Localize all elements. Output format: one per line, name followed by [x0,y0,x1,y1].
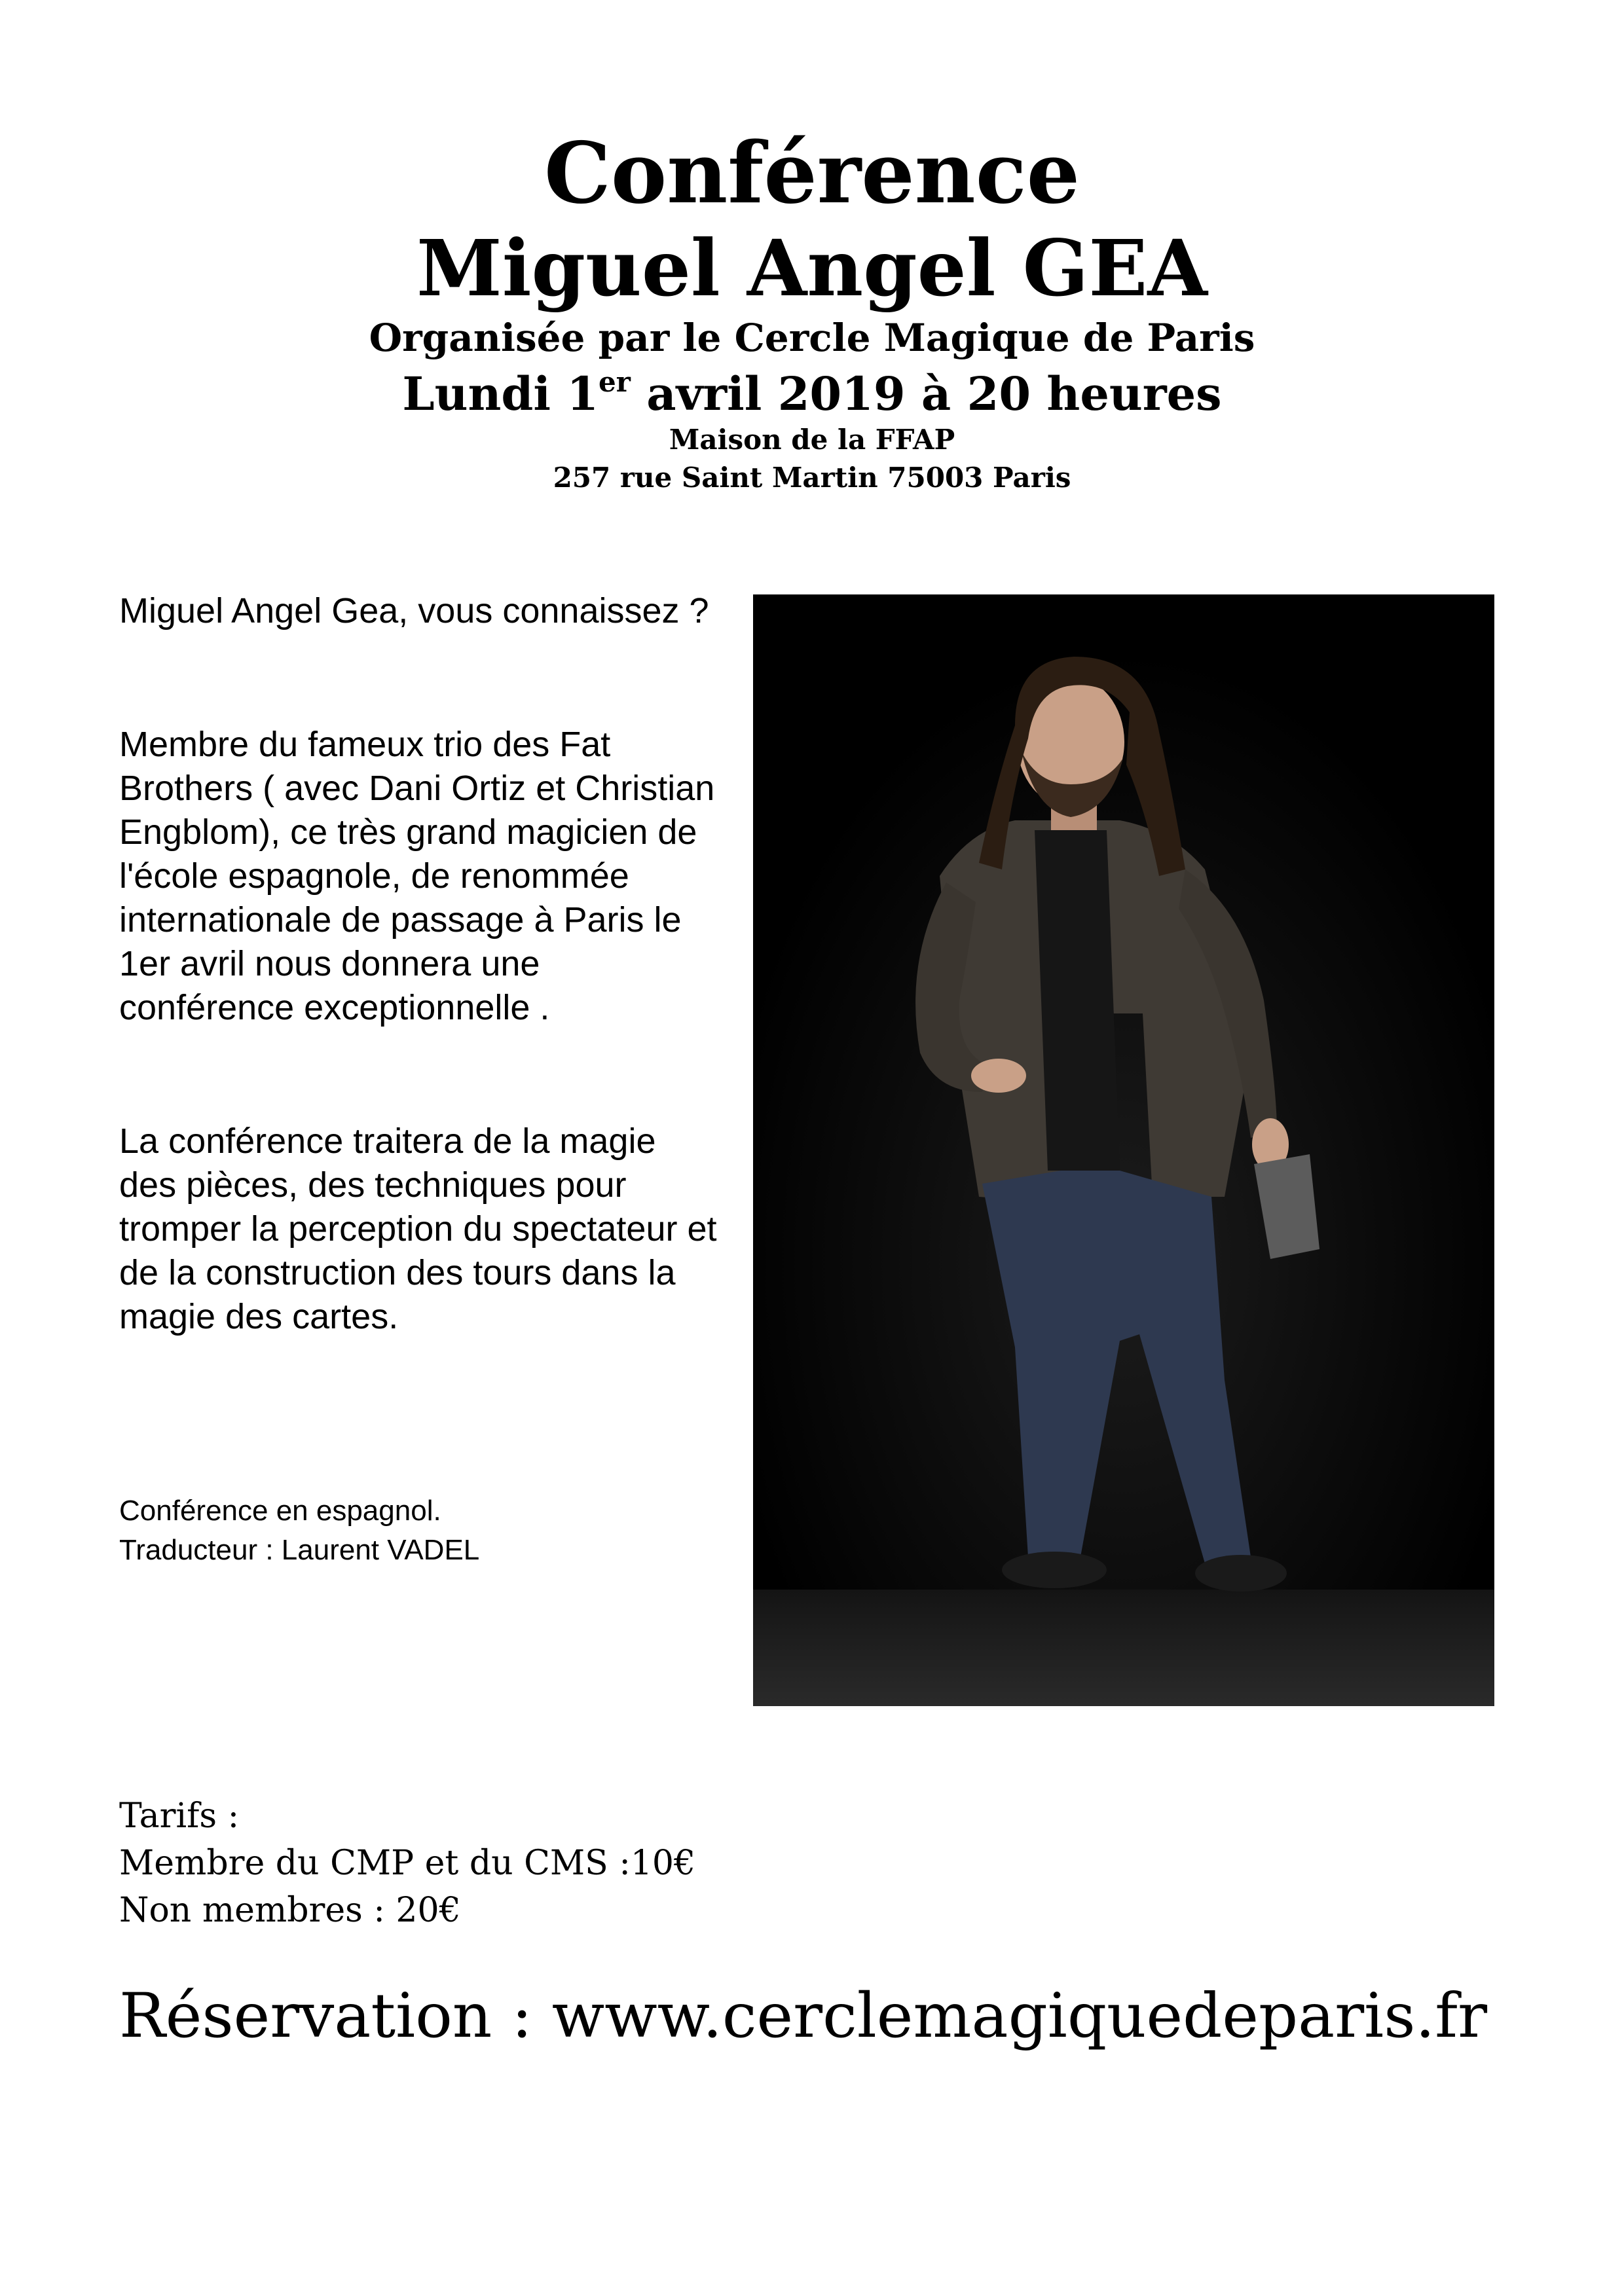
reservation-line [119,1977,1487,2056]
left-shoe [1002,1552,1107,1588]
date-prefix: Lundi 1 [402,367,599,421]
reservation-label: Réservation : [119,1980,552,2052]
date-suffix: avril 2019 à 20 heures [630,367,1222,421]
stage-floor [753,1590,1494,1706]
pricing-non-members: Non membres : 20€ [119,1891,461,1930]
left-hand [971,1059,1026,1093]
organizer-line: Organisée par le Cercle Magique de Paris [369,316,1255,360]
speaker-name: Miguel Angel GEA [416,223,1208,314]
speaker-photo [753,594,1494,1706]
right-shoe [1195,1555,1287,1592]
pricing-heading: Tarifs : [119,1796,240,1836]
venue-name: Maison de la FFAP [669,424,955,456]
language-note: Conférence en espagnol. [119,1495,441,1527]
venue-address: 257 rue Saint Martin 75003 Paris [553,462,1071,494]
performer-illustration [753,594,1494,1706]
reservation-link[interactable]: www.cerclemagiquedeparis.fr [551,1980,1488,2052]
event-date [0,364,1624,424]
poster-title: Conférence [544,124,1080,223]
translator-note: Traducteur : Laurent VADEL [119,1534,480,1566]
pricing-members: Membre du CMP et du CMS :10€ [119,1844,696,1883]
bio-paragraph: Membre du fameux trio des Fat Brothers ( avec Dani Ortiz et Christian Engblom), ce très grand magicien de l'école espagnole, de renommée internationale de passage à Paris le 1er avril nous donnera une conférence exceptionnelle . [119,725,715,1027]
shirt [1035,830,1120,1171]
intro-paragraph: Miguel Angel Gea, vous connaissez ? [119,591,709,630]
topics-paragraph: La conférence traitera de la magie des pièces, des techniques pour tromper la perception du spectateur et de la construction des tours dans la magie des cartes. [119,1121,717,1336]
date-ordinal: er [599,366,631,398]
